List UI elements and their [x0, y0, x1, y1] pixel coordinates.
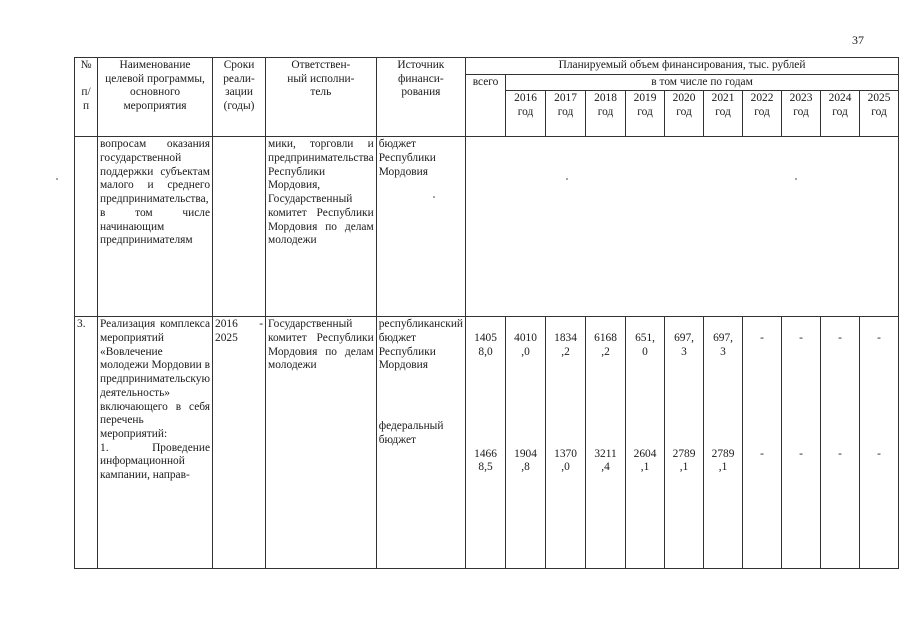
row3-total-regional: 1405 8,0 [474, 332, 497, 358]
row3-value: 1370 ,0 [554, 447, 577, 474]
row3-source-federal: федеральный бюджет [378, 420, 444, 447]
row3-value: - [838, 447, 842, 460]
header-year: 2019 год [626, 91, 665, 137]
cont-funding-empty [466, 137, 899, 317]
table-row [75, 317, 899, 569]
header-year: 2020 год [665, 91, 704, 137]
row3-value: 1904 ,8 [514, 447, 537, 474]
row3-value: 3211 ,4 [594, 447, 617, 474]
row3-year-cell [506, 317, 546, 569]
row3-year-cell [665, 317, 704, 569]
cont-source: бюджет Республики Мордовия [376, 137, 465, 317]
row3-year-cell [704, 317, 743, 569]
header-year: 2024 год [821, 91, 860, 137]
cont-name: вопросам оказания государственной поддержки субъектам малого и среднего предпринимательства, в том числе начинающим предпринимателям [98, 137, 213, 317]
scan-speck [433, 196, 435, 198]
cont-number-cell [75, 137, 98, 317]
row3-value: - [838, 332, 842, 345]
scan-speck [56, 178, 58, 180]
row3-executor: Государственный комитет Республики Мордовия по делам молодежи [266, 317, 377, 569]
page-number: 37 [852, 33, 864, 47]
row3-value: 697, 3 [713, 332, 733, 358]
header-year: 2025 год [860, 91, 899, 137]
row3-value: - [877, 332, 881, 345]
row3-year-cell [821, 317, 860, 569]
row3-value: - [877, 447, 881, 460]
header-year: 2016 год [506, 91, 546, 137]
row3-year-cell [626, 317, 665, 569]
header-terms: Сроки реали- зации (годы) [213, 58, 266, 137]
header-by-years: в том числе по годам [506, 74, 899, 91]
header-number: № п/ п [75, 58, 98, 137]
header-year: 2018 год [586, 91, 626, 137]
row3-total-cell [466, 317, 506, 569]
scan-speck [566, 178, 568, 180]
row3-value: 1834 ,2 [554, 332, 577, 358]
row3-value: 651, 0 [635, 332, 655, 358]
header-source: Источник финанси- рования [376, 58, 465, 137]
row3-year-cell [860, 317, 899, 569]
row3-year-cell [782, 317, 821, 569]
table-row [75, 137, 899, 317]
header-name: Наименование целевой программы, основного мероприятия [98, 58, 213, 137]
row3-name: Реализация комплекса мероприятий «Вовлечение молодежи Мордовии в предпринимательскую деятельность» включающего в себя перечень мероприятий: [100, 318, 211, 440]
row3-source-regional: республиканский бюджет Республики Мордовия [378, 318, 464, 372]
header-executor: Ответствен- ный исполни- тель [266, 58, 377, 137]
row3-value: 2789 ,1 [711, 447, 735, 474]
row3-value: 2789 ,1 [672, 447, 696, 474]
row3-year-cell [743, 317, 782, 569]
row3-value: - [760, 447, 764, 460]
row3-value: - [760, 332, 764, 345]
row3-value: 6168 ,2 [594, 332, 617, 358]
row3-total-federal: 1466 8,5 [474, 447, 497, 474]
row3-value: 4010 ,0 [514, 332, 537, 358]
header-year: 2021 год [704, 91, 743, 137]
row3-value: - [799, 447, 803, 460]
scan-speck [795, 178, 797, 180]
row3-value: - [799, 332, 803, 345]
funding-table [74, 57, 899, 569]
header-funding-title: Планируемый объем финансирования, тыс. рублей [466, 58, 899, 75]
header-total: всего [466, 74, 506, 137]
header-year: 2022 год [743, 91, 782, 137]
row3-name-cell [98, 317, 213, 569]
row3-value: 2604 ,1 [633, 447, 657, 474]
header-year: 2017 год [546, 91, 586, 137]
row3-number: 3. [75, 317, 98, 569]
row3-year-cell [586, 317, 626, 569]
row3-value: 697, 3 [674, 332, 694, 358]
row3-source-cell [376, 317, 465, 569]
row3-terms: 2016 - 2025 [213, 317, 266, 569]
row3-year-cell [546, 317, 586, 569]
cont-executor: мики, торговли и предпринимательства Республики Мордовия, Государственный комитет Республики Мордовия по делам молодежи [266, 137, 377, 317]
row3-name-item: 1. Проведение информационной кампании, направ- [100, 441, 211, 481]
header-year: 2023 год [782, 91, 821, 137]
cont-terms-cell [213, 137, 266, 317]
